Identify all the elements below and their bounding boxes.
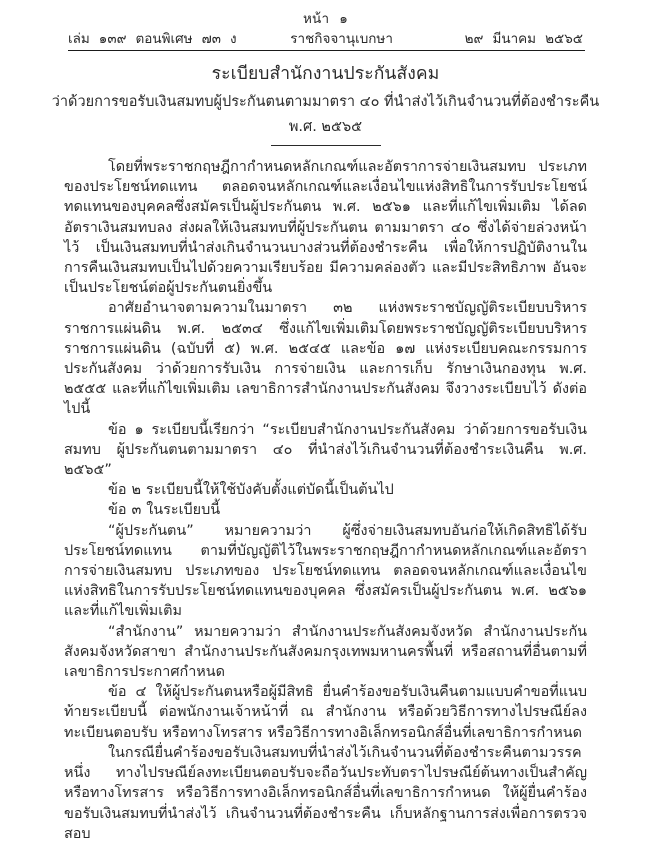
body-paragraph: อาศัยอำนาจตามความในมาตรา ๓๒ แห่งพระราชบัญญัติระเบียบบริหารราชการแผ่นดิน พ.ศ. ๒๕๓๔ ซึ่งแก้ไขเพิ่มเติมโดยพระราชบัญญัติระเบียบบริหารราชการแผ่นดิน (ฉบับที่ ๕) พ.ศ. ๒๕๔๕ และข้อ ๑๗ แห่งระเบียบคณะกรรมการประกันสังคม ว่าด้วยการรับเงิน การจ่ายเงิน และการเก็บ รักษาเงินกองทุน พ.ศ. ๒๕๕๕ และที่แก้ไขเพิ่มเติม เลขาธิการสำนักงานประกันสังคม จึงวางระเบียบไว้ ดังต่อไปนี้: [64, 300, 587, 418]
body-paragraph: ในกรณียื่นคำร้องขอรับเงินสมทบที่นำส่งไว้เกินจำนวนที่ต้องชำระคืนตามวรรคหนึ่ง ทางไปรษณีย์ลงทะเบียนตอบรับจะถือวันประทับตราไปรษณีย์ต้นทางเป็นสำคัญ หรือทางโทรสาร หรือวิธีการทางอิเล็กทรอนิกส์อื่นที่เลขาธิการกำหนด ให้ผู้ยื่นคำร้องขอรับเงินสมทบที่นำส่งไว้ เกินจำนวนที่ต้องชำระคืน เก็บหลักฐานการส่งเพื่อการตรวจสอบ: [64, 744, 587, 842]
header-divider-rule: [68, 50, 585, 51]
section-number: ๗๓: [201, 30, 221, 47]
body-paragraph: ข้อ ๓ ในระเบียบนี้: [108, 502, 221, 519]
document-title: ระเบียบสำนักงานประกันสังคม: [211, 64, 440, 84]
section-letter: ง: [229, 30, 237, 47]
page-number-line: [0, 0, 651, 28]
gazette-running-head: [0, 0, 651, 48]
page-number: ๑: [339, 11, 349, 27]
date-month: มีนาคม: [492, 30, 537, 47]
date-year: ๒๕๖๕: [545, 30, 583, 47]
document-year: พ.ศ. ๒๕๖๕: [288, 119, 363, 136]
body-paragraph: ข้อ ๑ ระเบียบนี้เรียกว่า “ระเบียบสำนักงานประกันสังคม ว่าด้วยการขอรับเงินสมทบ ผู้ประกันตนตามมาตรา ๔๐ ที่นำส่งไว้เกินจำนวนที่ต้องชำระเงินคืน พ.ศ. ๒๕๖๕”: [64, 421, 587, 479]
body-paragraph: “สำนักงาน” หมายความว่า สำนักงานประกันสังคมจังหวัด สำนักงานประกันสังคมจังหวัดสาขา สำนักงานประกันสังคมกรุงเทพมหานครพื้นที่ หรือสถานที่อื่นตามที่เลขาธิการประกาศกำหนด: [64, 623, 587, 681]
body-paragraph: โดยที่พระราชกฤษฎีกากำหนดหลักเกณฑ์และอัตราการจ่ายเงินสมทบ ประเภทของประโยชน์ทดแทน ตลอดจนหลักเกณฑ์และเงื่อนไขแห่งสิทธิในการรับประโยชน์ทดแทนของบุคคลซึ่งสมัครเป็นผู้ประกันตน พ.ศ. ๒๕๖๑ และที่แก้ไขเพิ่มเติม ได้ลดอัตราเงินสมทบลง ส่งผลให้เงินสมทบที่ผู้ประกันตน ตามมาตรา ๔๐ ซึ่งได้จ่ายล่วงหน้าไว้ เป็นเงินสมทบที่นำส่งเกินจำนวนบางส่วนที่ต้องชำระคืน เพื่อให้การปฏิบัติงานในการคืนเงินสมทบเป็นไปด้วยความเรียบร้อย มีความคล่องตัว และมีประสิทธิภาพ อันจะเป็นประโยชน์ต่อผู้ประกันตนยิ่งขึ้น: [64, 159, 587, 297]
title-divider-rule: [271, 145, 381, 146]
body-paragraph: ข้อ ๒ ระเบียบนี้ให้ใช้บังคับตั้งแต่บัดนี้เป็นต้นไป: [108, 482, 394, 499]
volume-label: เล่ม: [68, 30, 90, 47]
document-body: [64, 157, 587, 844]
section-label: ตอนพิเศษ: [135, 30, 193, 47]
gazette-name: ราชกิจจานุเบกษา: [290, 30, 393, 47]
title-block: [0, 63, 651, 146]
gazette-head-row: [0, 28, 651, 48]
publication-date: [465, 31, 583, 48]
body-paragraph: ข้อ ๔ ให้ผู้ประกันตนหรือผู้มีสิทธิ ยื่นคำร้องขอรับเงินคืนตามแบบคำขอที่แนบท้ายระเบียบนี้ ต่อพนักงานเจ้าหน้าที่ ณ สำนักงาน หรือด้วยวิธีการทางไปรษณีย์ลงทะเบียนตอบรับ หรือทางโทรสาร หรือวิธีการทางอิเล็กทรอนิกส์อื่นที่เลขาธิการกำหนด: [64, 684, 587, 741]
body-paragraph: “ผู้ประกันตน” หมายความว่า ผู้ซึ่งจ่ายเงินสมทบอันก่อให้เกิดสิทธิได้รับประโยชน์ทดแทน ตามที่บัญญัติไว้ในพระราชกฤษฎีกากำหนดหลักเกณฑ์และอัตราการจ่ายเงินสมทบ ประเภทของ ประโยชน์ทดแทน ตลอดจนหลักเกณฑ์และเงื่อนไขแห่งสิทธิในการรับประโยชน์ทดแทนของบุคคล ซึ่งสมัครเป็นผู้ประกันตน พ.ศ. ๒๕๖๑ และที่แก้ไขเพิ่มเติม: [64, 522, 587, 620]
date-day: ๒๙: [464, 30, 484, 47]
volume-number: ๑๓๙: [98, 30, 127, 47]
page-label: หน้า: [302, 11, 330, 27]
volume-info: [68, 31, 237, 48]
document-subtitle: ว่าด้วยการขอรับเงินสมทบผู้ประกันตนตามมาตรา ๔๐ ที่นำส่งไว้เกินจำนวนที่ต้องชำระคืน: [51, 93, 600, 110]
